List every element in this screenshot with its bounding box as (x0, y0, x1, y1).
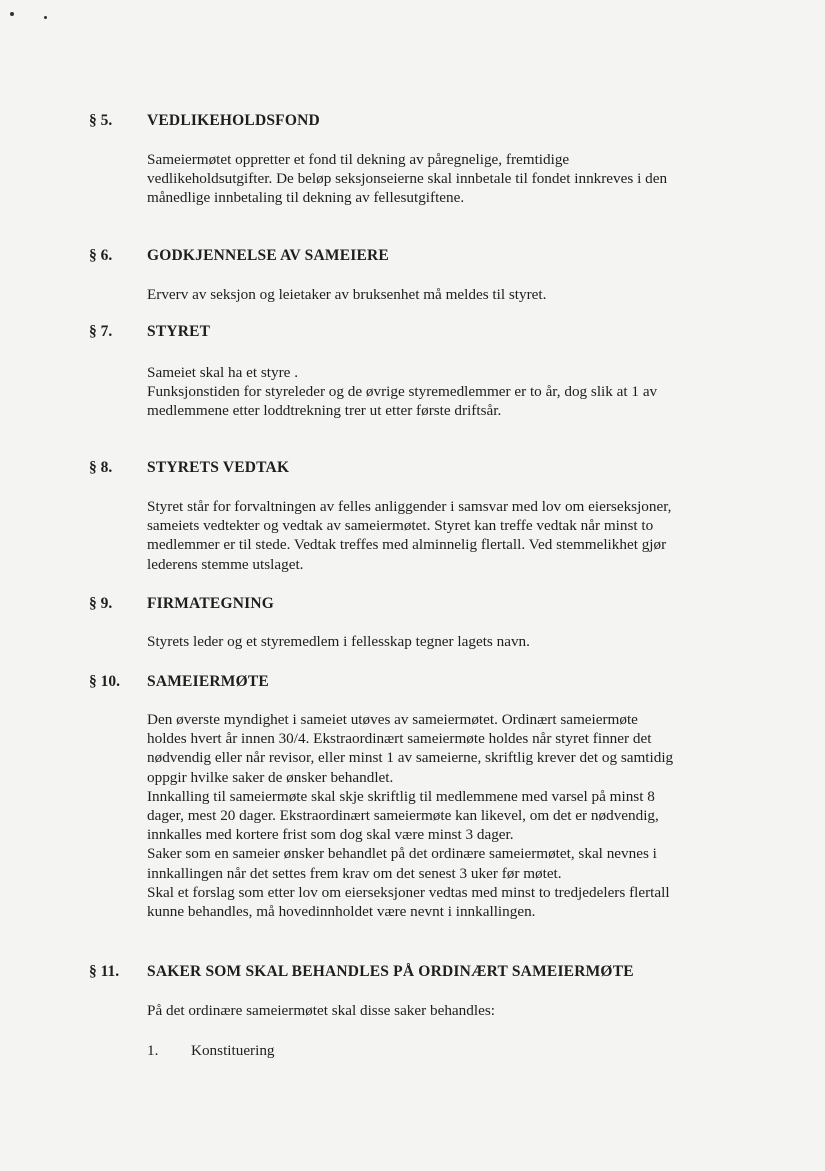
section-body (147, 285, 737, 304)
section-body (147, 710, 737, 921)
section-title: SAKER SOM SKAL BEHANDLES PÅ ORDINÆRT SAMEIERMØTE (147, 963, 634, 980)
paragraph-line: innkallingen når det settes frem krav om det senest 3 uker før møtet. (147, 864, 562, 882)
section-number: § 9. (89, 595, 113, 612)
paragraph-line: kunne behandles, må hovedinnholdet være nevnt i innkallingen. (147, 903, 536, 921)
section-body (147, 1001, 737, 1020)
scan-speck (44, 16, 47, 19)
paragraph-line: Erverv av seksjon og leietaker av bruksenhet må meldes til styret. (147, 286, 547, 303)
section-number: § 10. (89, 673, 120, 690)
list-item-text: Konstituering (191, 1042, 275, 1059)
paragraph-line: vedlikeholdsutgifter. De beløp seksjonseierne skal innbetale til fondet innkreves i den (147, 170, 668, 188)
paragraph-line: Sameiermøtet oppretter et fond til dekning av påregnelige, fremtidige (147, 151, 570, 168)
paragraph-line: På det ordinære sameiermøtet skal disse saker behandles: (147, 1002, 495, 1019)
paragraph-line: dager, mest 20 dager. Ekstraordinært sameiermøte kan likevel, om det er nødvendig, (147, 807, 659, 825)
section-number: § 7. (89, 323, 113, 340)
section-body (147, 363, 737, 421)
paragraph-line: lederens stemme utslaget. (147, 555, 304, 573)
paragraph-line: holdes hvert år innen 30/4. Ekstraordinært sameiermøte holdes når styret finner det (147, 730, 652, 748)
paragraph-line: medlemmer er til stede. Vedtak treffes med alminnelig flertall. Ved stemmelikhet gjør (147, 536, 667, 554)
section-body (147, 150, 737, 208)
section-title: VEDLIKEHOLDSFOND (147, 112, 320, 129)
paragraph-line: Saker som en sameier ønsker behandlet på det ordinære sameiermøtet, skal nevnes i (147, 845, 657, 863)
paragraph-line: Skal et forslag som etter lov om eierseksjoner vedtas med minst to tredjedelers flertall (147, 883, 670, 901)
section-title: SAMEIERMØTE (147, 673, 269, 690)
paragraph-line: Styrets leder og et styremedlem i fellesskap tegner lagets navn. (147, 633, 530, 650)
list-item (147, 1042, 275, 1060)
section-title: GODKJENNELSE AV SAMEIERE (147, 247, 389, 264)
paragraph-line: medlemmene etter loddtrekning trer ut etter første driftsår. (147, 402, 502, 420)
paragraph-line: nødvendig eller når revisor, eller minst 1 av sameierne, skriftlig krever det og samtidig (147, 749, 674, 767)
section-body (147, 632, 737, 651)
paragraph-line: oppgir hvilke saker de ønsker behandlet. (147, 768, 394, 786)
section-title: STYRETS VEDTAK (147, 459, 290, 476)
list-item-number: 1. (147, 1042, 159, 1059)
paragraph-line: Styret står for forvaltningen av felles anliggender i samsvar med lov om eierseksjoner, (147, 498, 672, 515)
section-number: § 11. (89, 963, 120, 980)
paragraph-line: innkalles med kortere frist som dog skal være minst 3 dager. (147, 826, 514, 844)
section-title: STYRET (147, 323, 211, 340)
section-body (147, 497, 737, 574)
section-number: § 8. (89, 459, 113, 476)
section-title: FIRMATEGNING (147, 595, 274, 612)
paragraph-line: sameiets vedtekter og vedtak av sameiermøtet. Styret kan treffe vedtak når minst to (147, 517, 654, 535)
paragraph-line: månedlige innbetaling til dekning av fellesutgiftene. (147, 189, 465, 207)
paragraph-line: Funksjonstiden for styreleder og de øvrige styremedlemmer er to år, dog slik at 1 av (147, 383, 658, 401)
section-number: § 5. (89, 112, 113, 129)
section-number: § 6. (89, 247, 113, 264)
paragraph-line: Sameiet skal ha et styre . (147, 364, 298, 381)
paragraph-line: Den øverste myndighet i sameiet utøves av sameiermøtet. Ordinært sameiermøte (147, 711, 638, 728)
paragraph-line: Innkalling til sameiermøte skal skje skriftlig til medlemmene med varsel på minst 8 (147, 787, 655, 805)
scan-speck (10, 12, 14, 16)
